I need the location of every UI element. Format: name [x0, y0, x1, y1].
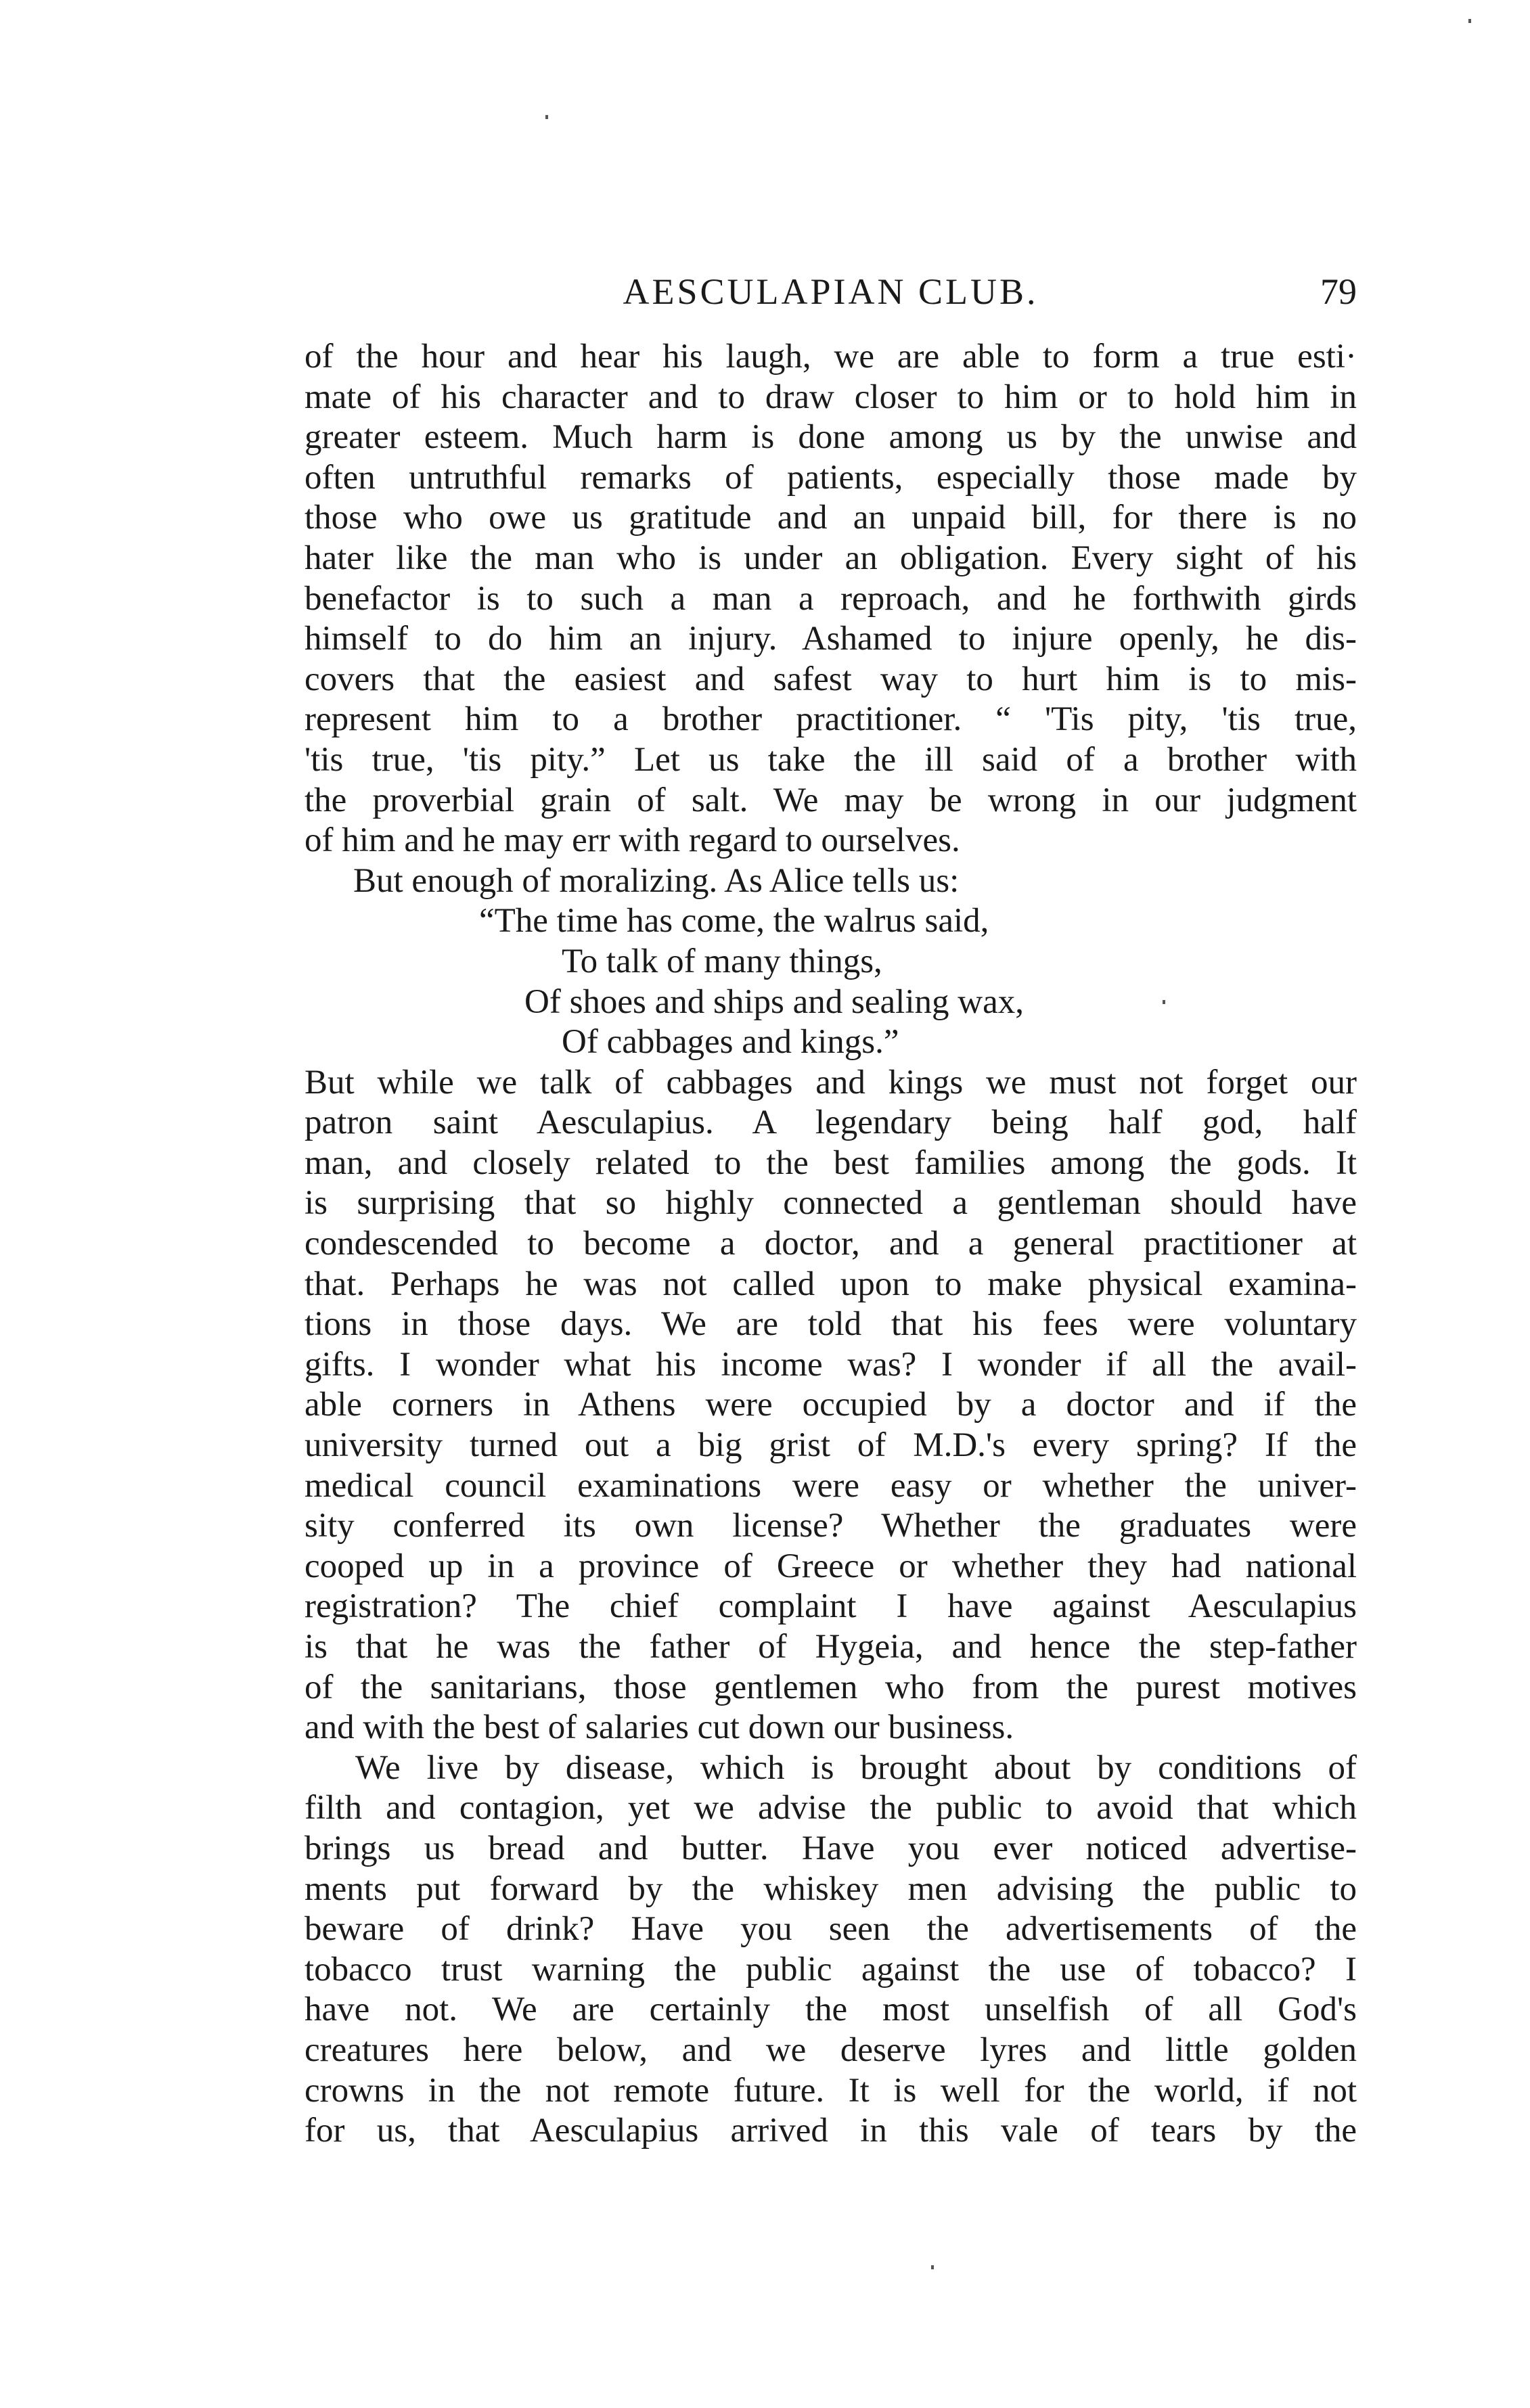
verse-line: “The time has come, the walrus said,: [479, 902, 989, 940]
text-line: crowns in the not remote future. It is well for the world, if not: [305, 2071, 1357, 2110]
text-line: is surprising that so highly connected a gentleman should have: [305, 1184, 1357, 1223]
text-line: patron saint Aesculapius. A legendary being half god, half: [305, 1104, 1357, 1142]
page-header: [305, 271, 1357, 325]
text-line: creatures here below, and we deserve lyres and little golden: [305, 2030, 1357, 2069]
text-line: registration? The chief complaint I have against Aesculapius: [305, 1587, 1357, 1626]
text-line: beware of drink? Have you seen the advertisements of the: [305, 1910, 1357, 1949]
text-line: sity conferred its own license? Whether the graduates were: [305, 1507, 1357, 1545]
text-line: medical council examinations were easy or whether the univer-: [305, 1466, 1357, 1505]
text-line: of him and he may err with regard to ourselves.: [305, 821, 960, 860]
text-line: of the sanitarians, those gentlemen who from the purest motives: [305, 1668, 1357, 1706]
paragraph: [305, 337, 1357, 861]
running-head: AESCULAPIAN CLUB.: [623, 271, 1039, 312]
text-line: tobacco trust warning the public against the use of tobacco? I: [305, 1950, 1357, 1989]
text-line: have not. We are certainly the most unselfish of all God's: [305, 1991, 1357, 2029]
paragraph: [305, 861, 1357, 902]
text-line: We live by disease, which is brought about by conditions of: [355, 1748, 1357, 1787]
page-number: 79: [1320, 271, 1357, 312]
paragraph: [305, 1748, 1357, 2152]
text-line: cooped up in a province of Greece or whether they had national: [305, 1547, 1357, 1585]
verse-quotation: [305, 901, 1357, 1062]
text-line: greater esteem. Much harm is done among us by the unwise and: [305, 418, 1357, 457]
text-line: brings us bread and butter. Have you ever noticed advertise-: [305, 1829, 1357, 1867]
text-line: himself to do him an injury. Ashamed to injure openly, he dis-: [305, 620, 1357, 658]
text-line: those who owe us gratitude and an unpaid bill, for there is no: [305, 499, 1357, 537]
scan-speck: [1468, 19, 1471, 23]
text-line: 'tis true, 'tis pity.” Let us take the ill said of a brother with: [305, 740, 1357, 779]
text-line: condescended to become a doctor, and a general practitioner at: [305, 1225, 1357, 1263]
text-line: tions in those days. We are told that his fees were voluntary: [305, 1305, 1357, 1344]
text-line: represent him to a brother practitioner. “ 'Tis pity, 'tis true,: [305, 700, 1357, 739]
text-line: the proverbial grain of salt. We may be wrong in our judgment: [305, 781, 1357, 819]
text-line: hater like the man who is under an obligation. Every sight of his: [305, 539, 1357, 577]
scan-speck: [545, 115, 548, 119]
text-line: university turned out a big grist of M.D.'s every spring? If the: [305, 1426, 1357, 1465]
text-line: But enough of moralizing. As Alice tells us:: [353, 861, 960, 900]
text-line: man, and closely related to the best families among the gods. It: [305, 1143, 1357, 1182]
text-line: ments put forward by the whiskey men advising the public to: [305, 1869, 1357, 1908]
text-line: and with the best of salaries cut down our business.: [305, 1708, 1014, 1747]
text-line: mate of his character and to draw closer to him or to hold him in: [305, 378, 1357, 416]
text-line: But while we talk of cabbages and kings we must not forget our: [305, 1063, 1357, 1101]
text-line: of the hour and hear his laugh, we are able to form a true esti·: [305, 338, 1357, 376]
text-line: able corners in Athens were occupied by a doctor and if the: [305, 1386, 1357, 1424]
body-text: [305, 337, 1357, 2152]
scan-speck: [931, 2265, 934, 2269]
scan-speck: [1163, 1000, 1165, 1004]
verse-line: To talk of many things,: [562, 942, 882, 980]
text-line: gifts. I wonder what his income was? I wonder if all the avail-: [305, 1345, 1357, 1384]
text-line: filth and contagion, yet we advise the public to avoid that which: [305, 1789, 1357, 1827]
text-line: is that he was the father of Hygeia, and hence the step-father: [305, 1628, 1357, 1666]
verse-line: Of shoes and ships and sealing wax,: [524, 982, 1024, 1021]
paragraph: [305, 1063, 1357, 1748]
text-line: covers that the easiest and safest way to hurt him is to mis-: [305, 660, 1357, 698]
text-line: that. Perhaps he was not called upon to make physical examina-: [305, 1265, 1357, 1303]
text-line: often untruthful remarks of patients, especially those made by: [305, 458, 1357, 497]
verse-line: Of cabbages and kings.”: [562, 1023, 899, 1062]
text-line: for us, that Aesculapius arrived in this vale of tears by the: [305, 2112, 1357, 2150]
text-line: benefactor is to such a man a reproach, and he forthwith girds: [305, 579, 1357, 618]
